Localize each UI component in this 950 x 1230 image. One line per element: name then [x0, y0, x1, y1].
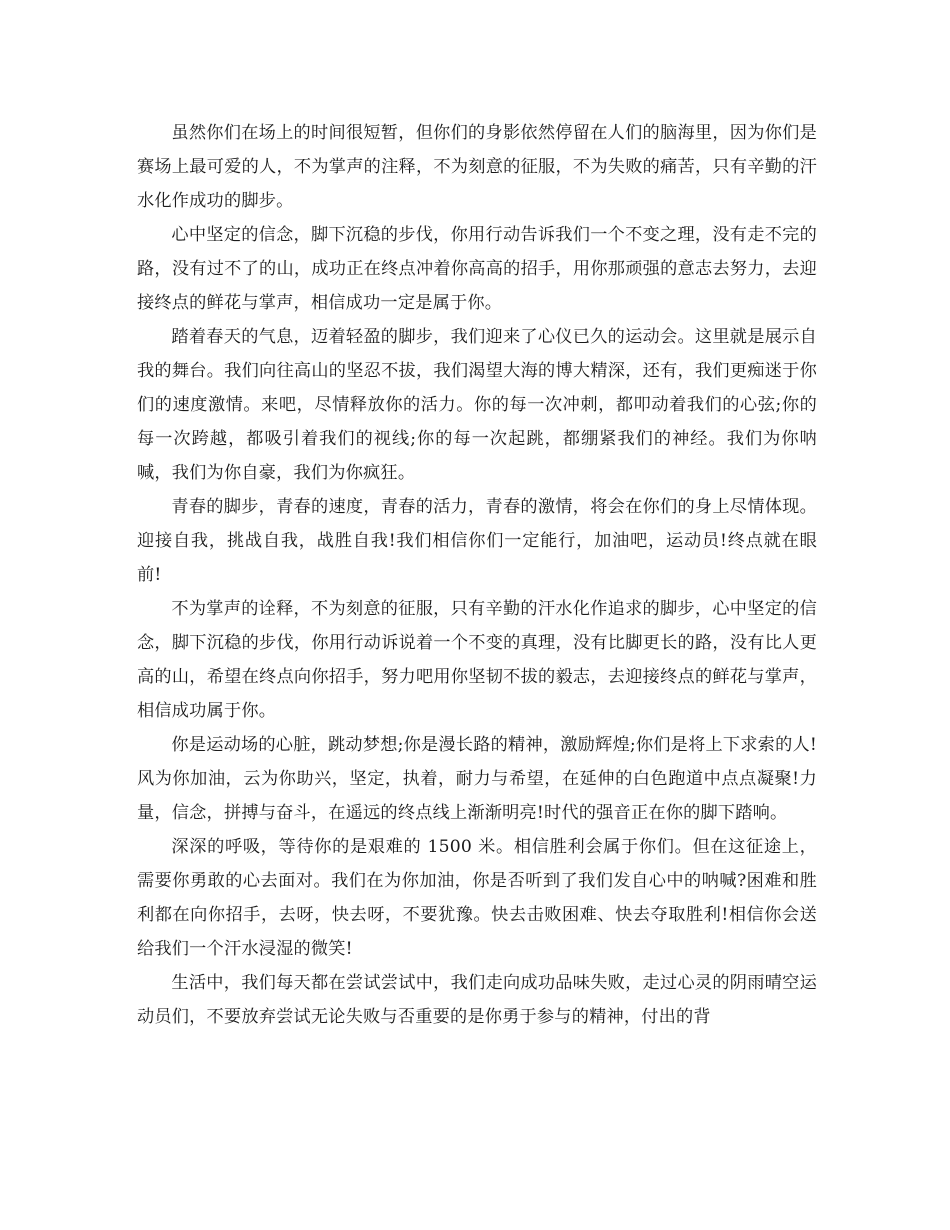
paragraph-3: 踏着春天的气息，迈着轻盈的脚步，我们迎来了心仪已久的运动会。这里就是展示自我的舞台。我们向往高山的坚忍不拔，我们渴望大海的博大精深，还有，我们更痴迷于你们的速度激情。来吧，尽情释放你的活力。你的每一次冲刺，都叩动着我们的心弦;你的每一次跨越，都吸引着我们的视线;你的每一次起跳，都绷紧我们的神经。我们为你呐喊，我们为你自豪，我们为你疯狂。 [137, 327, 817, 483]
document-body [137, 116, 817, 1034]
paragraph-2: 心中坚定的信念，脚下沉稳的步伐，你用行动告诉我们一个不变之理，没有走不完的路，没有过不了的山，成功正在终点冲着你高高的招手，用你那顽强的意志去努力，去迎接终点的鲜花与掌声，相信成功一定是属于你。 [137, 225, 817, 313]
paragraph-5: 不为掌声的诠释，不为刻意的征服，只有辛勤的汗水化作追求的脚步，心中坚定的信念，脚下沉稳的步伐，你用行动诉说着一个不变的真理，没有比脚更长的路，没有比人更高的山，希望在终点向你招手，努力吧用你坚韧不拔的毅志，去迎接终点的鲜花与掌声，相信成功属于你。 [137, 599, 817, 721]
paragraph-4: 青春的脚步，青春的速度，青春的活力，青春的激情，将会在你们的身上尽情体现。迎接自我，挑战自我，战胜自我!我们相信你们一定能行，加油吧，运动员!终点就在眼前! [137, 497, 817, 585]
paragraph-6: 你是运动场的心脏，跳动梦想;你是漫长路的精神，激励辉煌;你们是将上下求索的人!风为你加油，云为你助兴，坚定，执着，耐力与希望，在延伸的白色跑道中点点凝聚!力量，信念，拼搏与奋斗，在遥远的终点线上渐渐明亮!时代的强音正在你的脚下踏响。 [137, 735, 817, 823]
paragraph-8: 生活中，我们每天都在尝试尝试中，我们走向成功品味失败，走过心灵的阴雨晴空运动员们，不要放弃尝试无论失败与否重要的是你勇于参与的精神，付出的背 [137, 973, 817, 1027]
paragraph-7: 深深的呼吸，等待你的是艰难的 1500 米。相信胜利会属于你们。但在这征途上，需要你勇敢的心去面对。我们在为你加油，你是否听到了我们发自心中的呐喊?困难和胜利都在向你招手，去呀，快去呀，不要犹豫。快去击败困难、快去夺取胜利!相信你会送给我们一个汗水浸湿的微笑! [137, 837, 817, 959]
paragraph-1: 虽然你们在场上的时间很短暂，但你们的身影依然停留在人们的脑海里，因为你们是赛场上最可爱的人，不为掌声的注释，不为刻意的征服，不为失败的痛苦，只有辛勤的汗水化作成功的脚步。 [137, 123, 817, 211]
